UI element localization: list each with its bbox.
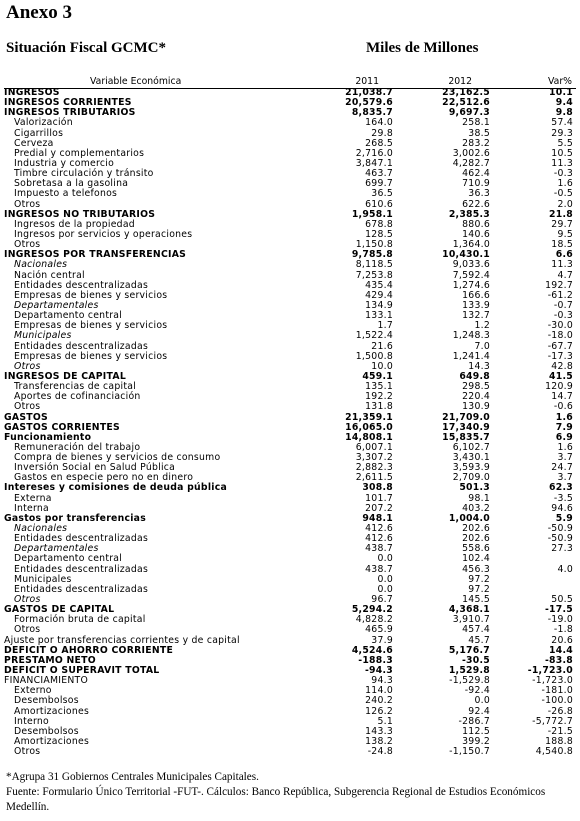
value-2012: 4,368.1 — [448, 604, 490, 616]
value-2011: 2,611.5 — [355, 472, 393, 484]
value-var-percent: -0.6 — [553, 401, 573, 413]
value-2012: -1,150.7 — [449, 746, 490, 758]
row-label: Nacionales — [14, 259, 68, 271]
value-2012: 9,697.3 — [448, 107, 490, 119]
table-row — [4, 129, 576, 139]
value-2011: 438.7 — [365, 543, 393, 555]
value-2012: 102.4 — [462, 553, 490, 565]
row-label: Desembolsos — [14, 695, 79, 707]
row-label: GASTOS — [4, 411, 48, 423]
row-label: INGRESOS — [4, 87, 60, 98]
table-row — [4, 696, 576, 706]
table-row — [4, 747, 576, 757]
value-2011: 1.7 — [377, 320, 393, 332]
value-var-percent: 29.3 — [551, 127, 573, 139]
row-label: Nación central — [14, 269, 85, 281]
value-2012: 457.4 — [462, 624, 490, 636]
value-2012: 456.3 — [462, 563, 490, 575]
value-2012: 9,033.6 — [452, 259, 490, 271]
value-var-percent: -0.5 — [553, 188, 573, 200]
value-2011: 5.1 — [377, 715, 393, 727]
value-var-percent: 10.5 — [551, 147, 573, 159]
value-2011: 3,847.1 — [355, 157, 393, 169]
value-2011: 438.7 — [365, 563, 393, 575]
value-var-percent: 1.6 — [557, 178, 573, 190]
table-row — [4, 585, 576, 595]
value-var-percent: -61.2 — [547, 289, 573, 301]
value-2012: 3,593.9 — [452, 462, 490, 474]
row-label: INGRESOS CORRIENTES — [4, 97, 132, 109]
row-label: Otros — [14, 198, 41, 210]
annex-title: Anexo 3 — [6, 2, 72, 23]
value-var-percent: 14.7 — [551, 391, 573, 403]
table-row — [4, 331, 576, 341]
value-var-percent: 1.6 — [555, 411, 573, 423]
row-label: Externo — [14, 685, 52, 697]
value-2011: 138.2 — [365, 736, 393, 747]
value-2011: 412.6 — [365, 523, 393, 535]
value-var-percent: 9.5 — [557, 228, 573, 240]
table-row — [4, 189, 576, 199]
value-2012: 97.2 — [468, 573, 490, 585]
row-label: Nacionales — [14, 523, 68, 535]
value-2011: 268.5 — [365, 137, 393, 149]
value-var-percent: 50.5 — [551, 594, 573, 606]
table-row — [4, 494, 576, 504]
value-var-percent: -26.8 — [547, 705, 573, 717]
value-var-percent: 14.4 — [549, 644, 573, 656]
value-var-percent: 24.7 — [551, 462, 573, 474]
row-label: Municipales — [14, 330, 72, 342]
value-var-percent: 10.1 — [549, 87, 573, 98]
value-2011: 164.0 — [365, 117, 393, 129]
value-2011: 21,359.1 — [345, 411, 393, 423]
value-2012: 1,364.0 — [452, 239, 490, 251]
value-var-percent: 20.6 — [551, 634, 573, 646]
row-label: Desembolsos — [14, 725, 79, 737]
row-label: Interno — [14, 715, 49, 727]
value-2011: 10.0 — [371, 360, 393, 372]
value-2011: 94.3 — [371, 675, 393, 687]
value-2011: 1,522.4 — [355, 330, 393, 342]
value-var-percent: -0.7 — [553, 299, 573, 311]
row-label: Gastos por transferencias — [4, 512, 146, 524]
value-2012: 649.8 — [459, 370, 490, 382]
value-2012: 140.6 — [462, 228, 490, 240]
value-2011: 678.8 — [365, 218, 393, 230]
value-2012: 98.1 — [468, 492, 490, 504]
value-var-percent: 192.7 — [545, 279, 573, 291]
value-2011: 143.3 — [365, 725, 393, 737]
value-2011: 126.2 — [365, 705, 393, 717]
value-2011: 610.6 — [365, 198, 393, 210]
row-label: Formación bruta de capital — [14, 614, 146, 626]
value-2012: 133.9 — [462, 299, 490, 311]
value-2011: 465.9 — [365, 624, 393, 636]
row-label: Ajuste por transferencias corrientes y de capital — [4, 634, 240, 646]
row-label: Otros — [14, 594, 41, 606]
value-2012: 4,282.7 — [452, 157, 490, 169]
value-2012: 130.9 — [462, 401, 490, 413]
value-2011: 134.9 — [365, 299, 393, 311]
value-2012: 23,162.5 — [442, 87, 490, 98]
row-label: Funcionamiento — [4, 431, 92, 443]
value-var-percent: 7.9 — [555, 421, 573, 433]
value-2011: 135.1 — [365, 381, 393, 393]
value-2012: 14.3 — [468, 360, 490, 372]
value-2011: 1,958.1 — [351, 208, 393, 220]
row-label: Ingresos de la propiedad — [14, 218, 135, 230]
value-var-percent: 1.6 — [557, 441, 573, 453]
row-label: GASTOS DE CAPITAL — [4, 604, 115, 616]
value-2012: 0.0 — [474, 695, 490, 707]
value-2011: 1,150.8 — [355, 239, 393, 251]
value-2011: 20,579.6 — [345, 97, 393, 109]
value-2012: 112.5 — [462, 725, 490, 737]
table-row — [4, 686, 576, 696]
table-row — [4, 737, 576, 747]
value-var-percent: 21.8 — [549, 208, 573, 220]
value-2012: 1,004.0 — [448, 512, 490, 524]
row-label: Entidades descentralizadas — [14, 340, 149, 352]
value-2011: 128.5 — [365, 228, 393, 240]
value-2012: 3,002.6 — [452, 147, 490, 159]
value-2011: 240.2 — [365, 695, 393, 707]
value-var-percent: 11.3 — [551, 157, 573, 169]
value-2012: 22,512.6 — [442, 97, 490, 109]
value-2012: 1,274.6 — [452, 279, 490, 291]
row-label: INGRESOS DE CAPITAL — [4, 370, 126, 382]
table-row — [4, 118, 576, 128]
value-var-percent: -67.7 — [547, 340, 573, 352]
value-var-percent: 120.9 — [545, 381, 573, 393]
row-label: Departamentales — [14, 543, 99, 555]
header-2012: 2012 — [448, 76, 472, 87]
value-2011: 207.2 — [365, 502, 393, 514]
value-2011: 101.7 — [365, 492, 393, 504]
value-2011: 21,038.7 — [345, 87, 393, 98]
row-label: DEFICIT O AHORRO CORRIENTE — [4, 644, 174, 656]
value-2012: 36.3 — [468, 188, 490, 200]
value-2011: 37.9 — [371, 634, 393, 646]
row-label: GASTOS CORRIENTES — [4, 421, 120, 433]
row-label: Otros — [14, 401, 41, 413]
value-2011: 699.7 — [365, 178, 393, 190]
table-row — [4, 230, 576, 240]
value-2011: 8,118.5 — [355, 259, 393, 271]
value-2012: 21,709.0 — [442, 411, 490, 423]
row-label: Cerveza — [14, 137, 54, 149]
table-row — [4, 717, 576, 727]
value-var-percent: 94.6 — [551, 502, 573, 514]
table-row — [4, 392, 576, 402]
value-2011: 2,716.0 — [355, 147, 393, 159]
row-label: Interna — [14, 502, 49, 514]
value-var-percent: 41.5 — [549, 370, 573, 382]
value-var-percent: -181.0 — [541, 685, 573, 697]
row-label: Transferencias de capital — [14, 381, 137, 393]
value-var-percent: 62.3 — [549, 482, 573, 494]
row-label: Intereses y comisiones de deuda pública — [4, 482, 227, 494]
value-2011: -188.3 — [358, 654, 393, 666]
row-label: Empresas de bienes y servicios — [14, 289, 168, 301]
value-var-percent: -100.0 — [541, 695, 573, 707]
row-label: Departamento central — [14, 553, 123, 565]
value-2011: 435.4 — [365, 279, 393, 291]
value-2012: 10,430.1 — [442, 249, 490, 261]
table-row — [4, 402, 576, 412]
value-var-percent: -19.0 — [547, 614, 573, 626]
value-2012: 5,176.7 — [448, 644, 490, 656]
value-2011: 429.4 — [365, 289, 393, 301]
value-2011: 0.0 — [377, 573, 393, 585]
value-2012: 145.5 — [462, 594, 490, 606]
value-2011: 14,808.1 — [345, 431, 393, 443]
row-label: Aportes de cofinanciación — [14, 391, 141, 403]
row-label: Empresas de bienes y servicios — [14, 320, 168, 332]
value-2012: 92.4 — [468, 705, 490, 717]
table-row — [4, 666, 576, 676]
value-2012: 7.0 — [474, 340, 490, 352]
value-var-percent: -1,723.0 — [527, 665, 573, 677]
value-2012: 558.6 — [462, 543, 490, 555]
value-var-percent: -17.3 — [547, 350, 573, 362]
value-2011: 0.0 — [377, 553, 393, 565]
header-var-percent: Var% — [548, 76, 572, 87]
row-label: Entidades descentralizadas — [14, 563, 149, 575]
value-var-percent: -0.3 — [553, 310, 573, 322]
value-2012: -30.5 — [461, 654, 490, 666]
value-var-percent: 4.7 — [557, 269, 573, 281]
value-2012: 6,102.7 — [452, 441, 490, 453]
value-2011: 96.7 — [371, 594, 393, 606]
value-var-percent: -21.5 — [547, 725, 573, 737]
value-var-percent: -5,772.7 — [532, 715, 573, 727]
row-label: Predial y complementarios — [14, 147, 145, 159]
value-var-percent: 42.8 — [551, 360, 573, 372]
table-row — [4, 514, 576, 524]
value-2011: 3,307.2 — [355, 452, 393, 464]
value-2011: 4,828.2 — [355, 614, 393, 626]
row-label: Entidades descentralizadas — [14, 533, 149, 545]
row-label: Valorización — [14, 117, 73, 129]
value-2012: -1,529.8 — [449, 675, 490, 687]
value-var-percent: 4,540.8 — [535, 746, 573, 758]
table-row — [4, 615, 576, 625]
row-label: DEFICIT O SUPERAVIT TOTAL — [4, 665, 160, 677]
value-var-percent: 29.7 — [551, 218, 573, 230]
value-2012: 399.2 — [462, 736, 490, 747]
value-var-percent: 3.7 — [557, 452, 573, 464]
value-2011: 5,294.2 — [351, 604, 393, 616]
row-label: Municipales — [14, 573, 72, 585]
value-2011: -24.8 — [367, 746, 393, 758]
value-2011: 412.6 — [365, 533, 393, 545]
table-row — [4, 727, 576, 737]
value-var-percent: 27.3 — [551, 543, 573, 555]
value-2012: 1,248.3 — [452, 330, 490, 342]
value-2011: 131.8 — [365, 401, 393, 413]
value-var-percent: -1.8 — [553, 624, 573, 636]
value-2011: -94.3 — [364, 665, 393, 677]
value-2012: 283.2 — [462, 137, 490, 149]
value-2012: 3,430.1 — [452, 452, 490, 464]
row-label: Timbre circulación y tránsito — [14, 168, 154, 180]
value-2012: 220.4 — [462, 391, 490, 403]
value-var-percent: -30.0 — [547, 320, 573, 332]
value-2012: -286.7 — [458, 715, 490, 727]
value-var-percent: -3.5 — [553, 492, 573, 504]
row-label: INGRESOS TRIBUTARIOS — [4, 107, 136, 119]
row-label: Compra de bienes y servicios de consumo — [14, 452, 221, 464]
value-2012: 622.6 — [462, 198, 490, 210]
value-2012: 17,340.9 — [442, 421, 490, 433]
table-row — [4, 565, 576, 575]
value-2012: 880.6 — [462, 218, 490, 230]
row-label: Ingresos por servicios y operaciones — [14, 228, 193, 240]
value-2011: 16,065.0 — [345, 421, 393, 433]
value-2011: 9,785.8 — [351, 249, 393, 261]
value-2011: 308.8 — [362, 482, 393, 494]
row-label: Impuesto a telefonos — [14, 188, 118, 200]
value-2011: 29.8 — [371, 127, 393, 139]
value-2011: 192.2 — [365, 391, 393, 403]
value-2012: 462.4 — [462, 168, 490, 180]
value-2012: 202.6 — [462, 523, 490, 535]
value-2012: 298.5 — [462, 381, 490, 393]
table-row — [4, 707, 576, 717]
value-2012: 1,241.4 — [452, 350, 490, 362]
value-var-percent: -50.9 — [547, 523, 573, 535]
row-label: Amortizaciones — [14, 705, 90, 717]
value-var-percent: -0.3 — [553, 168, 573, 180]
value-var-percent: 3.7 — [557, 472, 573, 484]
value-2012: 166.6 — [462, 289, 490, 301]
value-2012: 501.3 — [459, 482, 490, 494]
value-var-percent: 18.5 — [551, 239, 573, 251]
row-label: Otros — [14, 239, 41, 251]
row-label: Otros — [14, 624, 41, 636]
row-label: FINANCIAMIENTO — [4, 675, 89, 687]
row-label: Remuneración del trabajo — [14, 441, 141, 453]
value-var-percent: 57.4 — [551, 117, 573, 129]
table-body — [4, 88, 576, 757]
row-label: INGRESOS POR TRANSFERENCIAS — [4, 249, 187, 261]
value-var-percent: -18.0 — [547, 330, 573, 342]
value-2011: 114.0 — [365, 685, 393, 697]
footnote: *Agrupa 31 Gobiernos Centrales Municipales Capitales. — [6, 771, 259, 783]
value-2012: 258.1 — [462, 117, 490, 129]
value-2011: 7,253.8 — [355, 269, 393, 281]
row-label: Sobretasa a la gasolina — [14, 178, 129, 190]
table-row — [4, 108, 576, 118]
source-note: Fuente: Formulario Único Territorial -FUT-. Cálculos: Banco República, Subgerencia Regional de Estudios Económicos Medellín. — [6, 786, 546, 813]
value-2011: 459.1 — [362, 370, 393, 382]
value-var-percent: 2.0 — [557, 198, 573, 210]
value-2012: 1,529.8 — [448, 665, 490, 677]
value-2012: 15,835.7 — [442, 431, 490, 443]
value-var-percent: 6.9 — [555, 431, 573, 443]
table-subtitle: Situación Fiscal GCMC* — [6, 40, 166, 56]
value-2012: 403.2 — [462, 502, 490, 514]
units-label: Miles de Millones — [366, 40, 479, 56]
value-2011: 2,882.3 — [355, 462, 393, 474]
value-2011: 463.7 — [365, 168, 393, 180]
notes — [6, 770, 576, 815]
row-label: Entidades descentralizadas — [14, 583, 149, 595]
value-var-percent: 5.5 — [557, 137, 573, 149]
row-label: Amortizaciones — [14, 736, 90, 747]
value-2012: 202.6 — [462, 533, 490, 545]
row-label: Otros — [14, 360, 41, 372]
header-2011: 2011 — [355, 76, 379, 87]
value-2012: 2,385.3 — [448, 208, 490, 220]
value-var-percent: 9.8 — [555, 107, 573, 119]
row-label: Inversión Social en Salud Pública — [14, 462, 176, 474]
row-label: Externa — [14, 492, 52, 504]
value-2011: 36.5 — [371, 188, 393, 200]
row-label: PRESTAMO NETO — [4, 654, 96, 666]
value-2011: 0.0 — [377, 583, 393, 595]
table-row — [4, 483, 576, 493]
value-2012: 710.9 — [462, 178, 490, 190]
value-2012: 132.7 — [462, 310, 490, 322]
value-var-percent: 5.9 — [555, 512, 573, 524]
value-2011: 1,500.8 — [355, 350, 393, 362]
value-var-percent: -83.8 — [544, 654, 573, 666]
value-2011: 21.6 — [371, 340, 393, 352]
row-label: Departamentales — [14, 299, 99, 311]
header-variable: Variable Económica — [90, 76, 182, 87]
table-row — [4, 260, 576, 270]
value-var-percent: -50.9 — [547, 533, 573, 545]
value-var-percent: 9.4 — [555, 97, 573, 109]
row-label: Cigarrillos — [14, 127, 64, 139]
value-2012: 97.2 — [468, 583, 490, 595]
value-2011: 6,007.1 — [355, 441, 393, 453]
row-label: Empresas de bienes y servicios — [14, 350, 168, 362]
value-var-percent: -17.5 — [544, 604, 573, 616]
value-2012: 45.7 — [468, 634, 490, 646]
value-2012: 3,910.7 — [452, 614, 490, 626]
value-var-percent: -1,723.0 — [532, 675, 573, 687]
value-var-percent: 6.6 — [555, 249, 573, 261]
value-2011: 8,835.7 — [351, 107, 393, 119]
row-label: Gastos en especie pero no en dinero — [14, 472, 194, 484]
table-row — [4, 321, 576, 331]
row-label: Entidades descentralizadas — [14, 279, 149, 291]
row-label: Otros — [14, 746, 41, 758]
value-var-percent: 188.8 — [545, 736, 573, 747]
table-row — [4, 352, 576, 362]
table-row — [4, 676, 576, 686]
table-row — [4, 250, 576, 260]
row-label: Departamento central — [14, 310, 123, 322]
value-2011: 948.1 — [362, 512, 393, 524]
value-var-percent: 11.3 — [551, 259, 573, 271]
value-var-percent: 4.0 — [557, 563, 573, 575]
row-label: INGRESOS NO TRIBUTARIOS — [4, 208, 156, 220]
value-2012: -92.4 — [464, 685, 490, 697]
value-2012: 7,592.4 — [452, 269, 490, 281]
value-2012: 38.5 — [468, 127, 490, 139]
value-2011: 133.1 — [365, 310, 393, 322]
value-2012: 1.2 — [474, 320, 490, 332]
value-2011: 4,524.6 — [351, 644, 393, 656]
value-2012: 2,709.0 — [452, 472, 490, 484]
row-label: Industria y comercio — [14, 157, 115, 169]
